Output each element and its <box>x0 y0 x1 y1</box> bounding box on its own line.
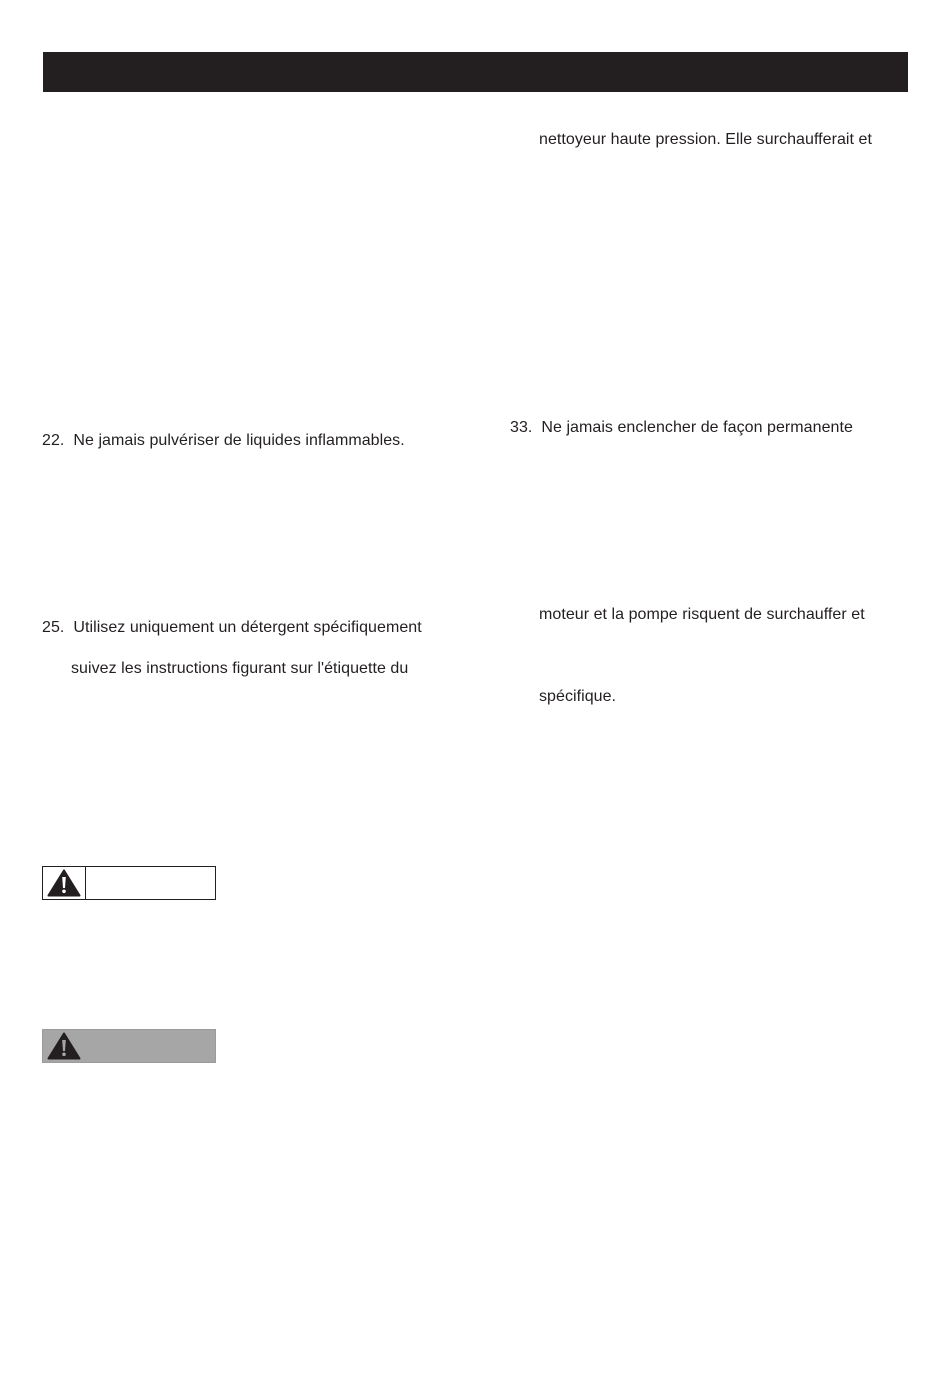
item-25 <box>42 618 422 638</box>
caution-label-box <box>42 1029 216 1063</box>
item-25-line1: Utilisez uniquement un détergent spécifiquement <box>73 619 422 636</box>
item-25-number: 25. <box>42 619 69 636</box>
item-22-number: 22. <box>42 432 69 449</box>
item-33-line2: moteur et la pompe risquent de surchauffer et <box>539 606 865 623</box>
item-25-line2: suivez les instructions figurant sur l'étiquette du <box>71 660 409 677</box>
warning-triangle-icon <box>43 867 86 899</box>
item-33 <box>510 418 853 438</box>
warning-triangle-icon <box>43 1030 85 1062</box>
warning-label-box <box>42 866 216 900</box>
item-22 <box>42 431 405 451</box>
item-22-text: Ne jamais pulvériser de liquides inflammables. <box>73 432 405 449</box>
item-33-line3: spécifique. <box>539 688 617 705</box>
right-continuation-line: nettoyeur haute pression. Elle surchaufferait et <box>539 131 872 148</box>
section-header-bar <box>43 52 908 92</box>
item-33-number: 33. <box>510 419 537 436</box>
item-33-line1: Ne jamais enclencher de façon permanente <box>541 419 853 436</box>
